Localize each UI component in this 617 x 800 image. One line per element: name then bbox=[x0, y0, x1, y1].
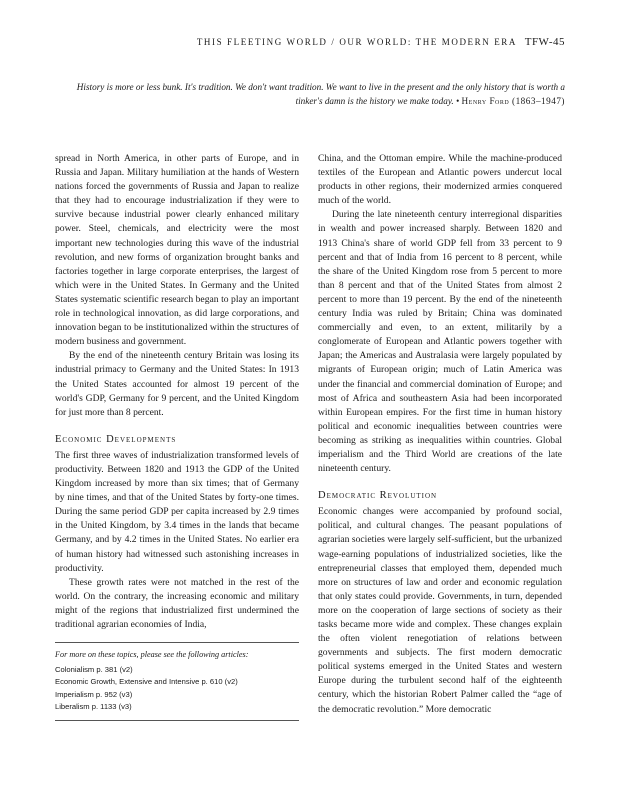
right-paragraph-2: During the late nineteenth century interregional disparities in wealth and power increased sharply. Between 1820 and 1913 China's share of world GDP fell from 33 percent to 9 percent and that of India from 16 percent to 8 percent, while the share of the United Kingdom rose from 5 percent to more than 8 percent and that of the United States from almost 2 percent to more than 19 percent. By the end of the nineteenth century India was ruled by Britain; China was dominated commercially and even, to an extent, militarily by a conglomerate of European and Atlantic powers together with Japan; the Americas and Australasia were largely populated by migrants of European origin; much of Latin America was under the financial and commercial domination of Europe; and most of Africa and southeastern Asia had been incorporated within European empires. For the first time in human history political and economic inequalities between countries were becoming as striking as inequalities within countries. Global imperialism and the Third World are creations of the late nineteenth century. bbox=[318, 209, 562, 475]
left-paragraph-4: These growth rates were not matched in the rest of the world. On the contrary, the increasing economic and military might of the regions that industrialized first undermined the traditional agrarian economies of India, bbox=[55, 576, 299, 630]
left-paragraph-2: By the end of the nineteenth century Britain was losing its industrial primacy to Germany and the United States: In 1913 the United States accounted for almost 19 percent of the world's GDP, Germany for 9 percent, and the United Kingdom for just more than 8 percent. bbox=[55, 350, 299, 418]
left-paragraph-1: spread in North America, in other parts of Europe, and in Russia and Japan. Military humiliation at the hands of Western nations forced the governments of Russia and Japan to realize that they had to encourage industrialization if they were to survive because industrial power clearly enhanced military power. Steel, chemicals, and electricity were the most important new technologies during this wave of the industrial revolution, and new forms of organization brought banks and factories together in large corporate enterprises, the largest of which were in the United States. In Germany and the United States systematic scientific research began to play an important role in technological innovation, as did large corporations, and innovation began to be institutionalized within the structures of modern business and government. bbox=[55, 153, 299, 348]
epigraph-quote bbox=[60, 80, 565, 108]
left-paragraph-3: The first three waves of industrialization transformed levels of productivity. Between 1820 and 1913 the GDP of the United Kingdom increased by more than six times; that of Germany by nine times, and that of the United States by forty-one times. During the same period GDP per capita increased by 2.9 times in the United Kingdom, by 3.4 times in the lands that became Germany, and by 4.2 times in the United States. No earlier era of human history had witnessed such astonishing increases in productivity. bbox=[55, 449, 299, 574]
quote-bullet: • bbox=[456, 96, 460, 106]
page-number: TFW-45 bbox=[524, 36, 565, 48]
see-also-link[interactable]: Economic Growth, Extensive and Intensive p. 610 (v2) bbox=[55, 677, 238, 687]
see-also-link[interactable]: Colonialism p. 381 (v2) bbox=[55, 664, 133, 674]
see-also-link[interactable]: Liberalism p. 1133 (v3) bbox=[55, 702, 132, 712]
section-heading-democratic: Democratic Revolution bbox=[318, 490, 438, 502]
see-also-box bbox=[55, 642, 299, 721]
running-title: THIS FLEETING WORLD / OUR WORLD: THE MODERN ERA bbox=[196, 37, 518, 47]
right-column bbox=[318, 152, 562, 717]
quote-text: History is more or less bunk. It's tradition. We don't want tradition. We want to live in the present and the only history that is worth a tinker's damn is the history we make today. bbox=[76, 82, 565, 106]
running-header bbox=[197, 36, 565, 48]
see-also-link[interactable]: Imperialism p. 952 (v3) bbox=[55, 689, 133, 699]
section-heading-economic: Economic Developments bbox=[55, 433, 177, 445]
quote-author: Henry Ford (1863–1947) bbox=[461, 96, 565, 106]
right-paragraph-1: China, and the Ottoman empire. While the machine-produced textiles of the European and Atlantic powers undercut local products in other regions, their modernized armies conquered much of the world. bbox=[318, 153, 562, 207]
right-paragraph-3: Economic changes were accompanied by profound social, political, and cultural changes. The peasant populations of agrarian societies were largely self-sufficient, but the urbanized wage-earning populations of industrialized societies, like the entrepreneurial classes that employed them, depended much more on structures of law and order and economic regulation that only states could provide. Governments, in turn, depended more on the cooperation of large sections of society as their tasks became more wide and complex. These changes explain the often violent renegotiation of relations between governments and subjects. The first modern democratic political systems emerged in the United States and western Europe during the turbulent second half of the eighteenth century, which the historian Robert Palmer called the “age of the democratic revolution.” More democratic bbox=[318, 506, 562, 715]
see-also-intro: For more on these topics, please see the following articles: bbox=[55, 650, 249, 660]
left-column bbox=[55, 152, 299, 721]
